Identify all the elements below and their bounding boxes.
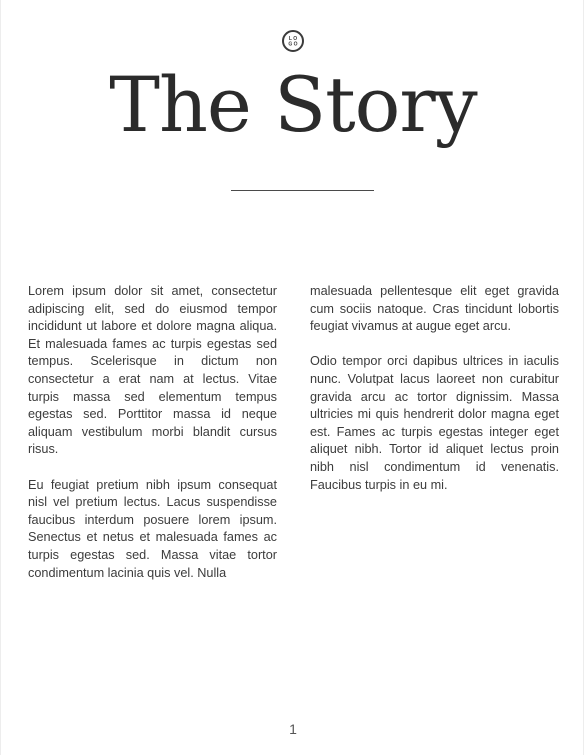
body-paragraph: malesuada pellentesque elit eget gravida cum sociis natoque. Cras tincidunt lobortis feugiat vivamus at augue eget arcu.: [310, 284, 559, 334]
page-title: The Story: [109, 60, 477, 149]
logo-text-line2: G O: [288, 41, 298, 48]
body-paragraph: Eu feugiat pretium nibh ipsum consequat nisl vel pretium lectus. Lacus suspendisse faucibus interdum posuere lorem ipsum. Senectus et netus et malesuada fames ac turpis egestas sed. Massa vitae tortor condimentum lacinia quis vel. Nulla: [28, 477, 277, 580]
title-divider: [231, 190, 374, 191]
logo-text-line1: L O: [288, 36, 298, 42]
body-paragraph: Lorem ipsum dolor sit amet, consectetur adipiscing elit, sed do eiusmod tempor incididunt ut labore et dolore magna aliqua. Et malesuada fames ac turpis egestas sed tempus. Scelerisque in dictum non consectetur a erat nam at lectus. Vitae turpis massa sed elementum tempus egestas sed. Porttitor massa id neque aliquam vestibulum morbi blandit cursus risus.: [28, 284, 277, 457]
body-column-left: [28, 283, 277, 600]
body-paragraph: Odio tempor orci dapibus ultrices in iaculis nunc. Volutpat lacus laoreet non curabitur gravida arcu ac tortor dignissim. Massa ultricies mi quis hendrerit dolor magna eget est. Fames ac turpis egestas integer eget aliquet nibh. Tortor id aliquet lectus proin nibh nisl condimentum id venenatis. Faucibus turpis in eu mi.: [310, 354, 559, 492]
page-number: 1: [289, 721, 297, 737]
logo-badge-icon: [282, 30, 304, 52]
logo-glyph: [284, 32, 302, 50]
body-column-right: [310, 283, 559, 512]
